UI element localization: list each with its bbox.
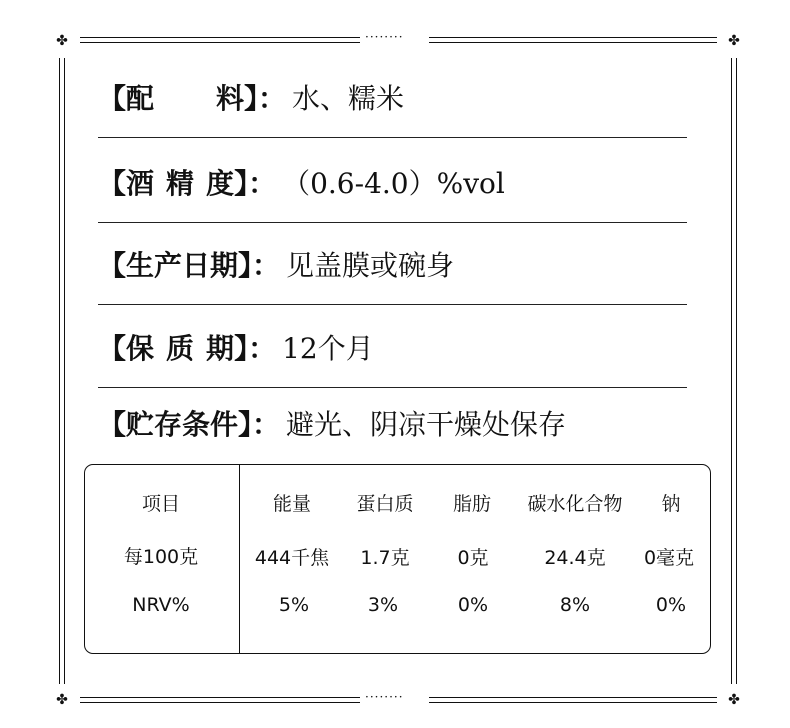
nutrient-nrv: 3%: [367, 594, 399, 616]
table-divider: [239, 465, 240, 653]
bracket-open: 【: [98, 167, 127, 200]
frame-line: [80, 702, 360, 703]
info-label: [98, 327, 276, 367]
label-char: 度: [206, 167, 235, 200]
row-header: 每100克: [123, 546, 199, 568]
row-header: NRV%: [132, 594, 190, 616]
info-row-shelf-life: [98, 327, 374, 367]
bracket-close: 】：: [244, 82, 287, 115]
frame-dots: ········: [365, 690, 404, 704]
label-char: 配: [126, 82, 155, 115]
label-char: 贮存条件: [126, 408, 239, 441]
separator: [98, 387, 687, 388]
ornament-icon: ✤: [728, 33, 740, 49]
bracket-open: 【: [98, 82, 127, 115]
row-header: 项目: [141, 493, 181, 515]
bracket-open: 【: [98, 408, 127, 441]
label-char: 精: [166, 167, 195, 200]
info-row-ingredients: [98, 77, 404, 117]
info-value: 12个月: [282, 332, 374, 365]
frame-line: [736, 58, 737, 684]
nutrient-nrv: 0%: [457, 594, 489, 616]
nutrient-value: 0克: [457, 547, 489, 569]
info-value: 水、糯米: [292, 82, 405, 115]
nutrient-name: 能量: [272, 493, 312, 515]
nutrient-nrv: 8%: [559, 594, 591, 616]
frame-dots: ········: [365, 30, 404, 44]
nutrient-name: 碳水化合物: [527, 493, 623, 515]
nutrient-name: 蛋白质: [356, 493, 414, 515]
frame-line: [64, 58, 65, 684]
bracket-close: 】：: [238, 249, 281, 282]
info-row-storage: [98, 403, 566, 443]
label-char: 保: [126, 332, 155, 365]
frame-line: [429, 37, 717, 38]
separator: [98, 304, 687, 305]
frame-line: [429, 42, 717, 43]
nutrient-name: 钠: [661, 493, 681, 515]
nutrient-value: 24.4克: [544, 547, 606, 569]
label-char: 生产日期: [126, 249, 239, 282]
info-value: （0.6-4.0）%vol: [282, 167, 505, 200]
bracket-close: 】：: [234, 332, 277, 365]
bracket-close: 】：: [234, 167, 277, 200]
info-row-production-date: [98, 244, 454, 284]
nutrient-nrv: 5%: [278, 594, 310, 616]
frame-line: [80, 697, 360, 698]
ornament-icon: ✤: [56, 33, 68, 49]
info-label: [98, 244, 280, 284]
label-char: 期: [206, 332, 235, 365]
info-value: 见盖膜或碗身: [286, 249, 455, 282]
info-label: [98, 403, 280, 443]
separator: [98, 137, 687, 138]
frame-line: [80, 37, 360, 38]
frame-line: [731, 58, 732, 684]
separator: [98, 222, 687, 223]
nutrition-table: [84, 464, 711, 654]
info-row-abv: [98, 162, 505, 202]
ornament-icon: ✤: [728, 692, 740, 708]
nutrient-value: 444千焦: [254, 547, 330, 569]
frame-line: [429, 697, 717, 698]
label-char: 酒: [126, 167, 155, 200]
nutrient-value: 1.7克: [360, 547, 410, 569]
frame-line: [59, 58, 60, 684]
frame-line: [80, 42, 360, 43]
nutrient-value: 0毫克: [643, 547, 695, 569]
bracket-open: 【: [98, 332, 127, 365]
label-char: 质: [166, 332, 195, 365]
label-char: 料: [216, 82, 245, 115]
ornament-icon: ✤: [56, 692, 68, 708]
nutrient-name: 脂肪: [452, 493, 492, 515]
info-value: 避光、阴凉干燥处保存: [286, 408, 567, 441]
bracket-close: 】：: [238, 408, 281, 441]
bracket-open: 【: [98, 249, 127, 282]
info-label: [98, 162, 276, 202]
nutrient-nrv: 0%: [655, 594, 687, 616]
frame-line: [429, 702, 717, 703]
info-label: [98, 77, 286, 117]
